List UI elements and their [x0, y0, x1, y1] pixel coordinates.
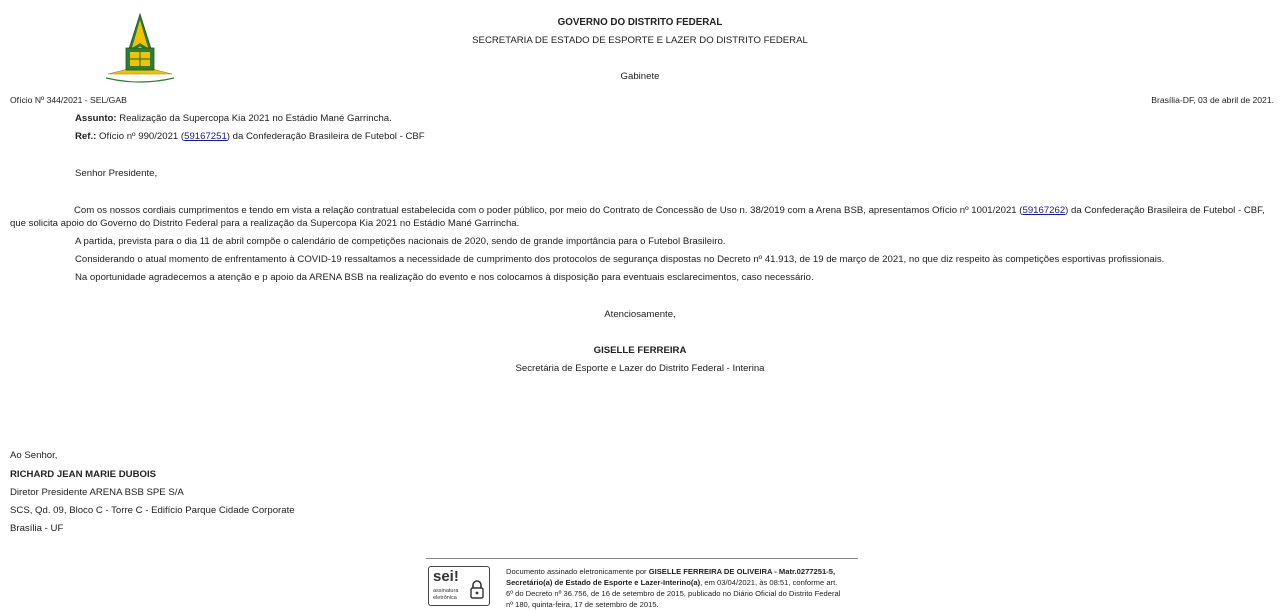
sei-logo-text: sei! [433, 568, 459, 585]
signer-name: GISELLE FERREIRA [593, 345, 687, 356]
sei-text-part2: , em 03/04/2021, às 08:51, conforme art. 6º do Decreto nº 36.756, de 16 de setembro de 2015, publicado no Diário Oficial do Distrito Federal nº 180, quinta-feira, 17 de setembro de 2015. [506, 578, 841, 609]
recipient-address: SCS, Qd. 09, Bloco C - Torre C - Edifício Parque Cidade Corporate [10, 505, 295, 516]
ref-label: Ref.: [75, 131, 97, 142]
p1-document-link[interactable]: 59167262 [1022, 205, 1066, 216]
sei-logo-sub1: assinatura [433, 588, 459, 594]
ref-text-before: Ofício nº 990/2021 ( [99, 131, 185, 142]
sei-text-signer: GISELLE FERREIRA DE OLIVEIRA - Matr.0277251-5, Secretário(a) de Estado de Esporte e Lazer-Interino(a) [506, 567, 836, 587]
body-paragraph-2: A partida, prevista para o dia 11 de abril compõe o calendário de competições nacionais de 2020, sendo de grande importância para o Futebol Brasileiro. [75, 236, 726, 247]
greeting: Senhor Presidente, [75, 168, 158, 179]
ref-text-after: ) da Confederação Brasileira de Futebol - CBF [226, 131, 425, 142]
sei-text-part1: Documento assinado eletronicamente por [506, 567, 649, 576]
body-paragraph-4: Na oportunidade agradecemos a atenção e p apoio da ARENA BSB na realização do evento e nos colocamos à disposição para eventuais esclarecimentos, caso necessário. [75, 272, 814, 283]
p1-text-before: Com os nossos cordiais cumprimentos e tendo em vista a relação contratual estabelecida com o poder público, por meio do Contrato de Concessão de Uso n. 38/2019 com a Arena BSB, apresentamos Ofício nº 1001/2021 ( [74, 205, 1023, 216]
ref-line [75, 131, 425, 142]
body-paragraph-1 [10, 204, 1275, 230]
sei-signature-logo [428, 566, 490, 606]
recipient-name: RICHARD JEAN MARIE DUBOIS [10, 469, 157, 480]
recipient-city: Brasília - UF [10, 523, 64, 534]
signature-divider [426, 558, 858, 559]
ref-document-link[interactable]: 59167251 [184, 131, 227, 142]
header-secretaria: SECRETARIA DE ESTADO DE ESPORTE E LAZER DO DISTRITO FEDERAL [472, 35, 808, 46]
sei-logo-sub2: eletrônica [433, 595, 457, 601]
p1-text-after: ) da Confederação Brasileira de Futebol - CBF, que solicita apoio do Governo do Distrito Federal para a realização da Supercopa Kia 2021 no Estádio Mané Garrincha. [10, 205, 1265, 229]
assunto-line [75, 113, 392, 124]
assunto-text: Realização da Supercopa Kia 2021 no Estádio Mané Garrincha. [119, 113, 392, 124]
place-date: Brasília-DF, 03 de abril de 2021. [1151, 95, 1274, 105]
body-paragraph-3: Considerando o atual momento de enfrentamento à COVID-19 ressaltamos a necessidade de cumprimento dos protocolos de segurança dispostas no Decreto nº 41.913, de 19 de março de 2021, no que diz respeito às competições esportivas profissionais. [75, 254, 1165, 265]
recipient-salutation: Ao Senhor, [10, 450, 58, 461]
header-gabinete: Gabinete [620, 71, 660, 82]
sei-signature-text [506, 566, 846, 610]
signer-title: Secretária de Esporte e Lazer do Distrito Federal - Interina [515, 363, 765, 374]
assunto-label: Assunto: [75, 113, 117, 124]
closing: Atenciosamente, [604, 309, 676, 320]
lock-icon [469, 579, 485, 599]
oficio-number: Ofício Nº 344/2021 - SEL/GAB [10, 95, 127, 105]
recipient-role: Diretor Presidente ARENA BSB SPE S/A [10, 487, 184, 498]
header-org: GOVERNO DO DISTRITO FEDERAL [557, 17, 723, 28]
